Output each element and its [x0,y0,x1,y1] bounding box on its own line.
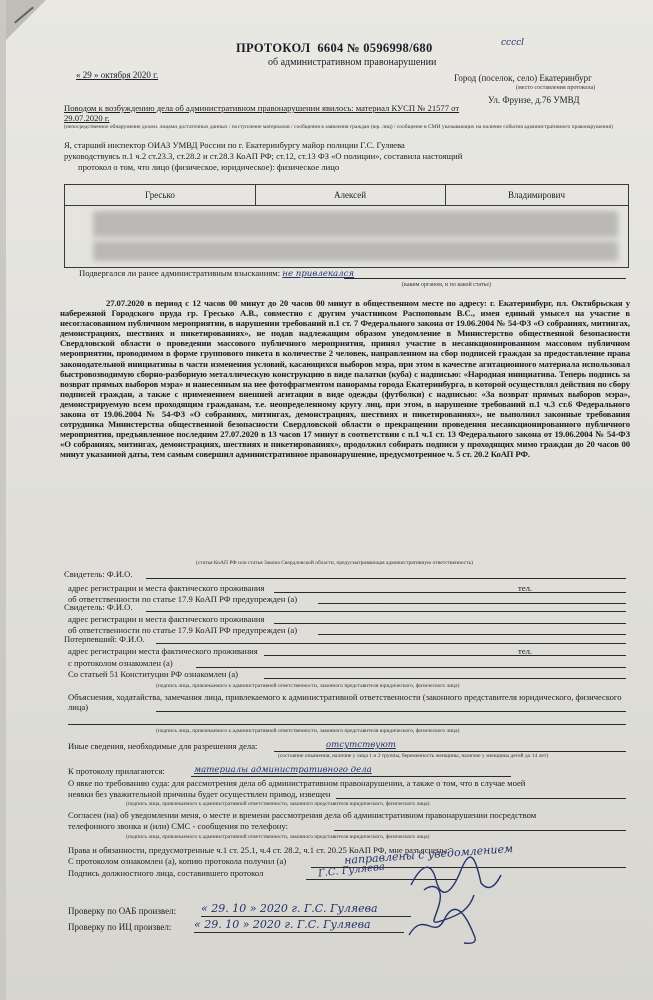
prior-line [79,268,354,279]
officer-line: Я, старший инспектор ОИАЗ УМВД России по г. Екатеринбургу майор полиции Г.С. Гуляева [64,140,405,150]
victim-familiar-line [196,667,626,668]
patronymic-cell: Владимирович [508,190,565,200]
witness1-responsibility: об ответственности по статье 17.9 КоАП РФ предупрежден (а) [68,594,298,604]
witness1-line [146,578,626,579]
other-info-value: отсутствуют [326,740,396,750]
signature-caption: (подпись лица, привлекаемого к административной ответственности, законного представителя юридического, физического лица) [156,728,460,734]
witness2-address-line [274,623,626,624]
victim-tel-label: тел. [518,646,533,656]
ic-signature-scribble [404,905,484,950]
signature-caption: (подпись лица, привлекаемого к административной ответственности, законного представителя юридического, физического лица) [126,801,430,807]
victim-familiar: с протоколом ознакомлен (а) [68,658,173,668]
explanations-label: Объяснения, ходатайства, замечания лица, привлекаемого к административной ответственности (законного представителя юридического, физического лица) [68,692,622,712]
art51-line [264,678,626,679]
victim-label: Потерпевший: Ф.И.О. [64,634,145,644]
reason-line: Поводом к возбуждению дела об административном правонарушении явилось: материал КУСП № 21577 от [64,103,460,113]
witness1-sign-line [318,603,626,604]
protocol-title [236,41,433,56]
person-table [64,184,629,268]
place-caption: (место составления протокола) [516,85,596,91]
witness2-label: Свидетель: Ф.И.О. [64,602,133,612]
protocol-address: Ул. Фрунзе, д.76 УМВД [488,95,580,105]
ic-check-date: « 29. 10 » 2020 г. Г.С. Гуляева [194,918,371,931]
explanations-line-2 [68,724,626,725]
corner-note: ccccl [501,38,525,48]
ic-line [194,932,404,933]
protocol-place: Город (поселок, село) Екатеринбург [454,73,592,83]
witness2-responsibility: об ответственности по статье 17.9 КоАП РФ предупрежден (а) [68,625,298,635]
name-cell: Алексей [333,190,367,200]
phone-line [334,830,626,831]
consent-text-2: телефонного звонка и (или) СМС - сообщения по телефону: [68,821,288,831]
officer-signature-label: Подпись должностного лица, составившего протокол [68,868,264,878]
victim-address-label: адрес регистрации места фактического проживания [68,646,258,656]
prior-caption: (каким органом, и по какой статье) [402,282,492,288]
oab-line [201,916,411,917]
appearance-sign-line [336,798,626,799]
oab-check-date: « 29. 10 » 2020 г. Г.С. Гуляева [201,902,378,915]
title-text: ПРОТОКОЛ [236,41,311,55]
offense-description: 27.07.2020 в период с 12 часов 00 минут до 20 часов 00 минут в общественном месте по адресу: г. Екатеринбург, пл. Октябрьская у набережной Городского пруда гр. Гресько А.В., совместно с другим участником Распоповым В.С., имея единый умысел на участие в несогласованном публичном мероприятии, в нарушении требований п.1 ст. 7 Федерального закона от 19.06.2004 № 54-ФЗ «О собраниях, митингах, демонстрациях, шествиях и пикетированиях», не подав надлежащим образом уведомление в Министерство общественной безопасности Свердловской области о проведении массового публичного мероприятия, принял участие в несанкционированном массовом публичном мероприятии, проводимом в форме группового пикета в количестве 2 человек, направленном на сбор подписей граждан за предоставление права законодательной инициативы в части изменения условий, касающихся выборов мэра, при этом в качестве агитационного материала использовал быстровозводимую сборно-разборную металлическую конструкцию в виде палатки (куба) с надписью: «Народная инициатива. Теперь подпись за возврат прямых выборов мэра» и нанесенным на нее фотофрагментом панорамы города Екатеринбурга, в которой осуществлял действия по сбору подписей граждан, а также с применением внешней агитации в виде одежды (футболки) с надписью: «За возврат прямых выборов мэра», демонстрируемую всем проходящим гражданам, т.е. неопределенному кругу лиц, при этом, в нарушение требований п.1 ч.3 ст.6 Федерального закона от 19.06.2004 № 54-ФЗ «О собраниях, митингах, демонстрациях, шествиях и пикетированиях», не выполнил законные требования сотрудника Министерства общественной безопасности Свердловской области о прекращении проведения несанкционированного публичного мероприятия, предъявленное последним 27.07.2020 в 13 часов 17 минут в соответствии с п.1 ч.1 ст. 13 Федерального закона от 19.06.2004 № 54-ФЗ «О собраниях, митингах, демонстрациях, шествиях и пикетированиях», продолжил собирать подписи у проходящих мимо граждан до 20 часов 00 минут указанной даты, тем самым совершил административное правонарушение, предусмотренное ч. 5 ст. 20.2 КоАП РФ. [60,298,630,460]
witness1-label: Свидетель: Ф.И.О. [64,569,133,579]
rights-text: Права и обязанности, предусмотренные ч.1 ст. 25.1, ч.4 ст. 28.2, ч.1 ст. 20.25 КоАП РФ, мне разъяснены: [68,845,450,855]
attached-value: материалы административного дела [194,765,372,775]
other-info-label: Иные сведения, необходимые для разрешения дела: [68,741,258,751]
ic-check-label: Проверку по ИЦ произвел: [68,922,172,932]
attached-line [191,776,511,777]
officer-handwritten-name: Г.С. Гуляева [317,861,386,880]
constitution-art51: Со статьей 51 Конституции РФ ознакомлен (а) [68,669,239,679]
person-type-line: протокол о том, что лицо (физическое, юридическое): физическое лицо [78,162,340,172]
explanations-line [156,711,626,712]
consent-text: Согласен (на) об уведомлении меня, о месте и времени рассмотрения дела об административном правонарушении посредством [68,810,537,820]
page-corner-shadow [6,0,46,40]
prior-value: не привлекался [282,269,355,279]
attached-label: К протоколу прилагаются: [68,766,165,776]
prior-underline [344,278,626,279]
court-appearance-text: О явке по требованию суда: для рассмотрения дела об административном правонарушении, а также о том, что в случае моей [68,778,526,788]
other-info-caption: (состояние опьянения, наличие у лица 1 и 2 группы, беременность женщины, наличие у женщины детей до 14 лет) [278,753,549,759]
prior-label: Подвергался ли ранее административным взысканиям: [79,268,281,278]
surname-cell: Гресько [145,190,175,200]
witness1-address-line [274,592,626,593]
redacted-block [93,241,618,261]
name-row [65,185,628,206]
reason-date: 29.07.2020 г. [64,113,110,123]
victim-address-line [264,655,626,656]
reason-caption: (непосредственное обнаружение должн. лицами достаточных данных / поступление материалов / сообщения в заявления граждан (юр. лиц) / сообщение в СМИ указывающих на наличие события административного правонарушения) [64,124,613,130]
court-appearance-text-2: неявки без уважительной причины будет осуществлен привод, извещен [68,789,331,799]
witness2-address-label: адрес регистрации и места фактического проживания [68,614,265,624]
redacted-block [93,211,618,237]
copy-received-text: С протоколом ознакомлен (а), копию протокола получил (а) [68,856,287,866]
protocol-subtitle: об административном правонарушении [268,57,437,68]
officer-authority: руководствуясь п.1 ч.2 ст.23.3, ст.28.2 и ст.28.3 КоАП РФ; ст.12, ст.13 ФЗ «О полиции», составила настоящий [64,151,463,161]
other-info-line [274,751,626,752]
oab-check-label: Проверку по ОАБ произвел: [68,906,177,916]
signature-caption: (подпись лица, привлекаемого к административной ответственности, законного представителя юридического, физического лица) [126,834,430,840]
witness2-sign-line [318,634,626,635]
copy-handwritten-note: направлены с уведомлением [343,842,514,867]
protocol-sheet [6,0,653,1000]
protocol-date: « 29 » октября 2020 г. [76,70,159,80]
article-caption: (статья КоАП РФ или статья Закона Свердловской области, предусматривающая административную ответственность) [196,560,473,566]
protocol-number: 6604 № 0596998/680 [317,41,433,55]
witness1-tel-label: тел. [518,583,533,593]
victim-line [156,643,626,644]
witness1-address-label: адрес регистрации и места фактического проживания [68,583,265,593]
witness2-line [146,611,626,612]
signature-caption: (подпись лица, привлекаемого к административной ответственности, законного представителя юридического, физического лица) [156,683,460,689]
